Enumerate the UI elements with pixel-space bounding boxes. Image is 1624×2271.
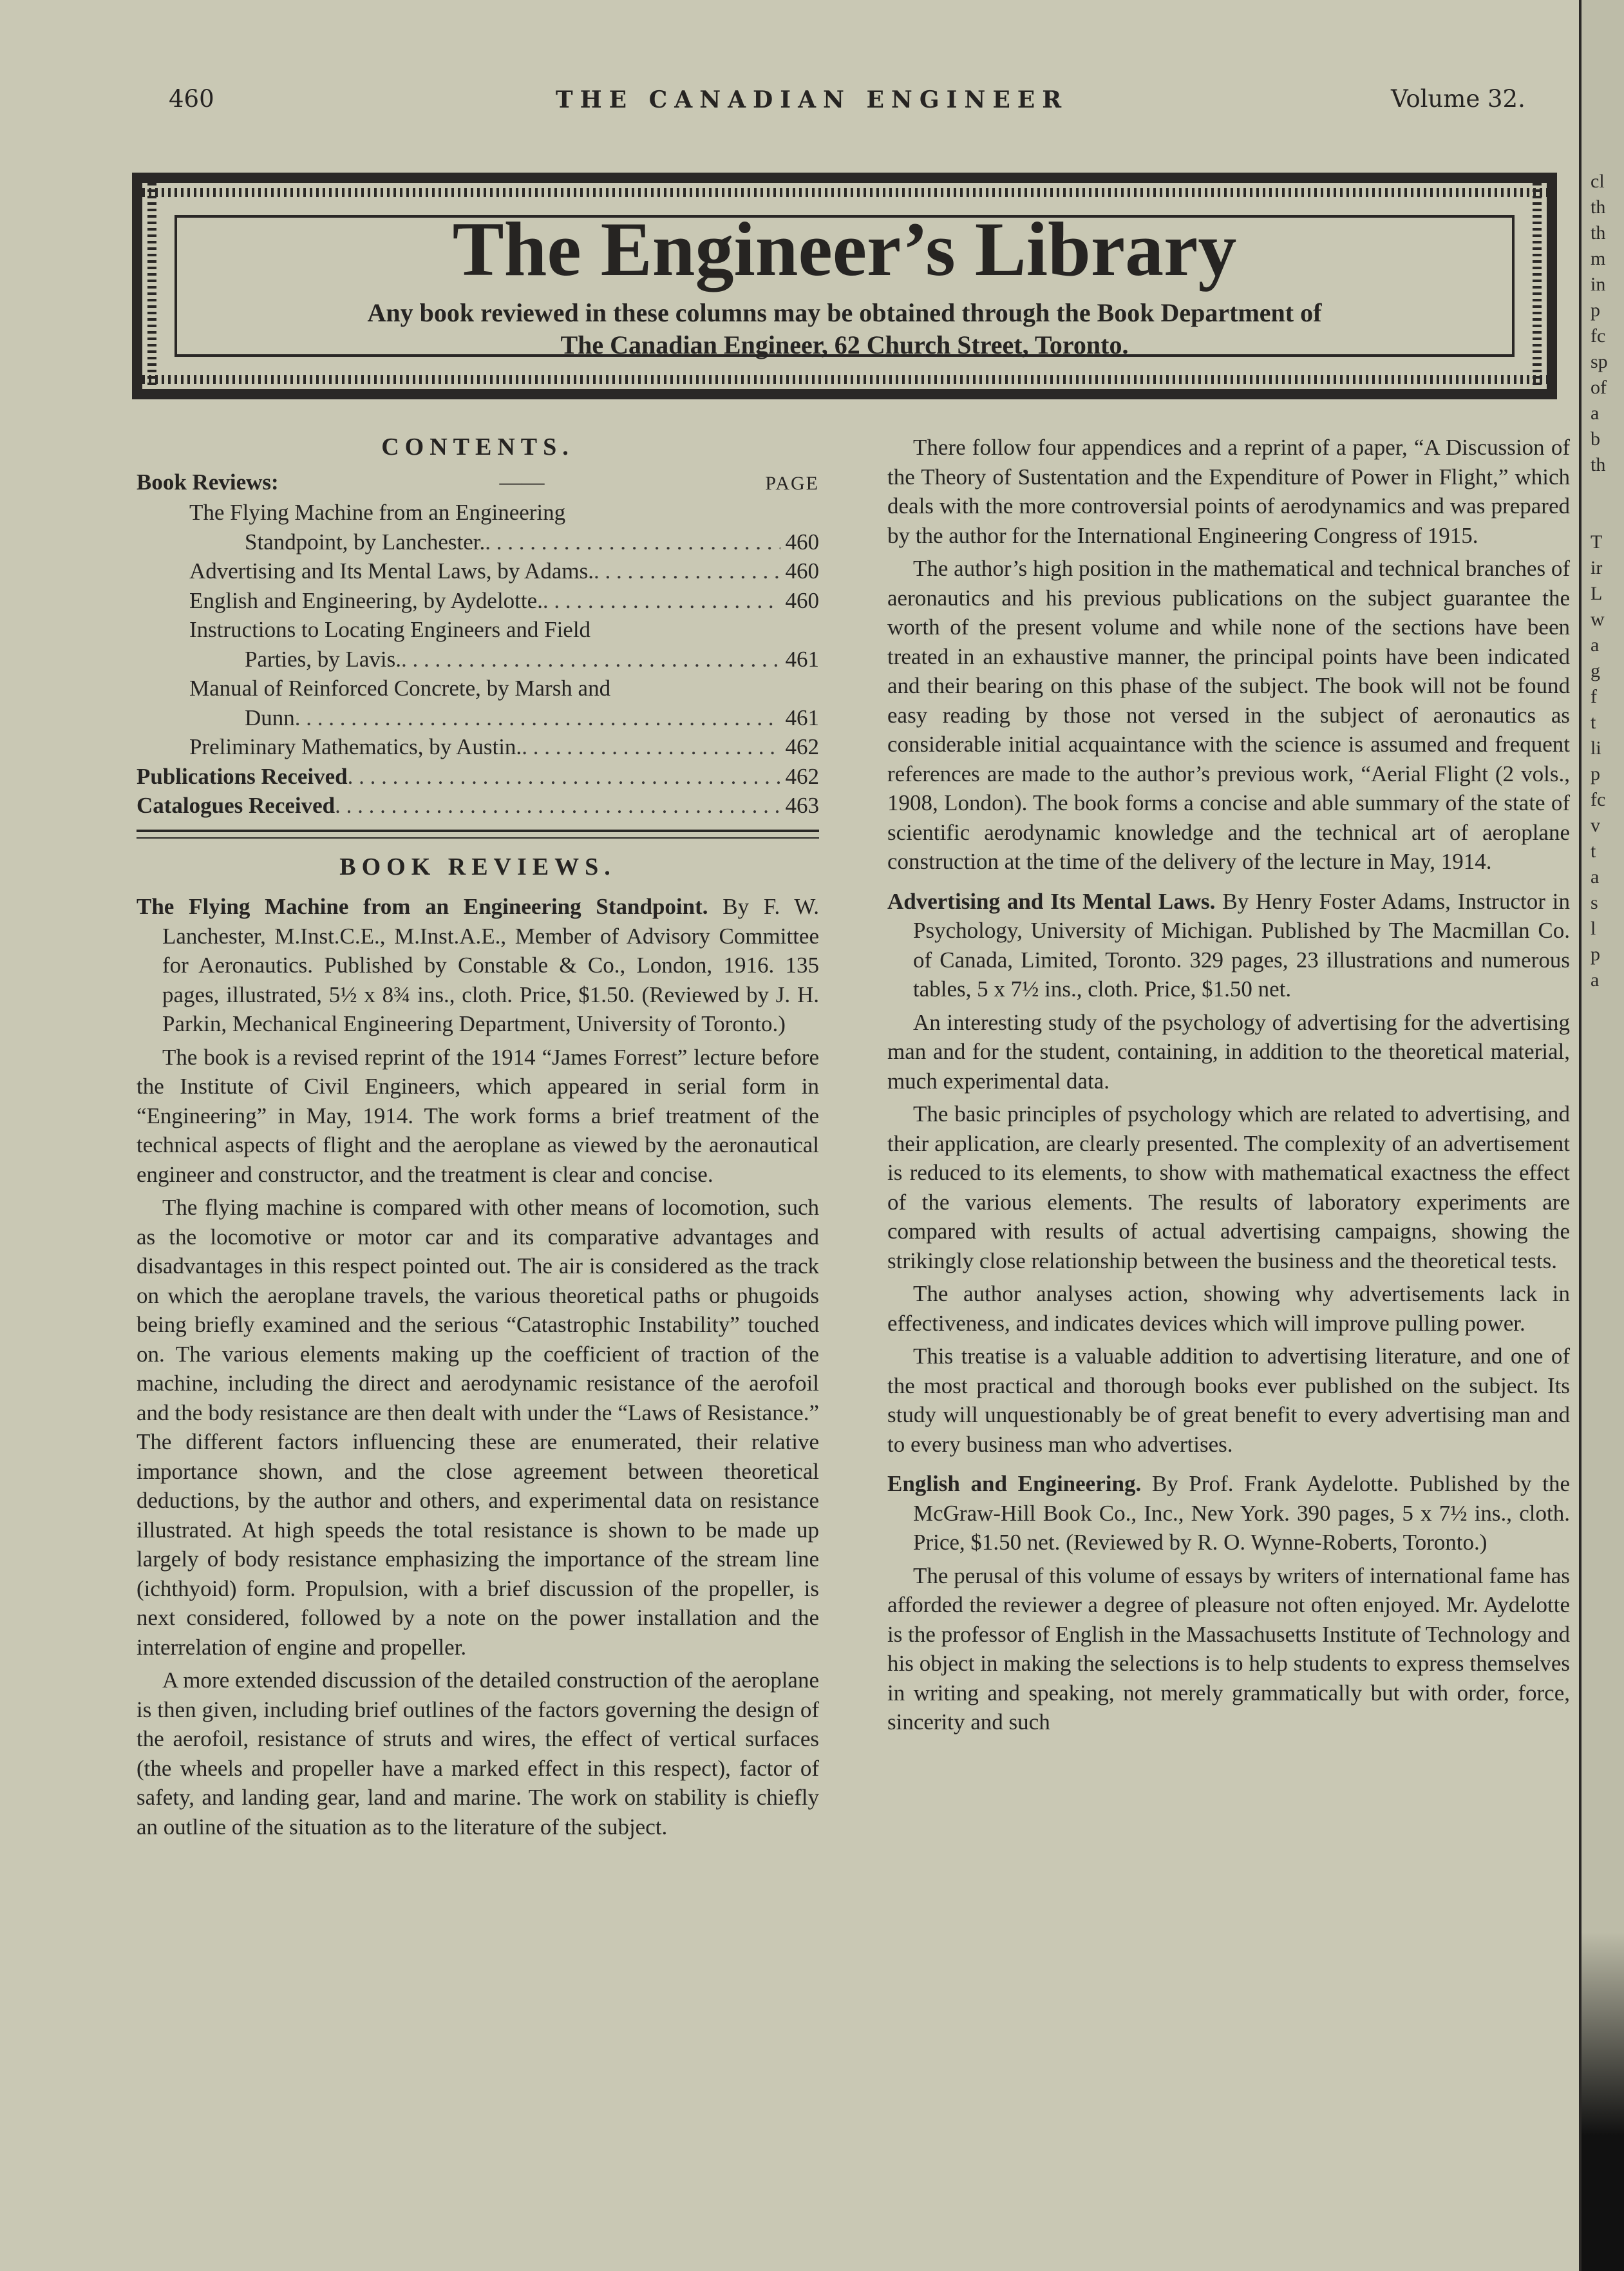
next-page-fragment: p xyxy=(1591,299,1600,321)
toc-leader xyxy=(401,645,780,674)
toc-entry-line2: Standpoint, by Lanchester. xyxy=(245,529,486,555)
toc-catalogues-label: Catalogues Received xyxy=(137,793,335,818)
toc-book-reviews-label: Book Reviews: xyxy=(137,469,279,495)
next-page-text-fragments xyxy=(1591,169,1608,993)
review-paragraph: There follow four appendices and a reprint of a paper, “A Discussion of the Theory of Sustentation and the Expenditure of Power in Flight,” which deals with the more controversial points of aerodynamics and was prepared by the author for the International Engineering Congress of 1915. xyxy=(887,435,1570,548)
toc-entry-line2: Parties, by Lavis. xyxy=(245,646,402,672)
next-page-fragment: in xyxy=(1591,274,1606,295)
next-page-fragment: g xyxy=(1591,660,1600,681)
next-page-fragment: f xyxy=(1591,686,1597,707)
review-paragraph: The book is a revised reprint of the 1914 “James Forrest” lecture before the Institute of Civil Engineers, which appeared in serial form in “Engineering” in May, 1914. The work forms a brief treatment of the technical aspects of flight and the aeroplane as viewed by the aeronautical engineer and constructor, and the treatment is clear and concise. xyxy=(137,1044,819,1187)
review-byline: By Henry Foster Adams, Instructor in Psychology, University of Michigan. Published by The Macmillan Co. of Canada, Limited, Toronto. 329 pages, 23 illustrations and numerous tables, 5 x 7½ ins., cloth. Price, $1.50 net. xyxy=(913,888,1571,1002)
toc-entry-line1: The Flying Machine from an Engineering xyxy=(189,500,566,525)
review-paragraph: The author analyses action, showing why advertisements lack in effectiveness, and indicates devices which will improve pulling power. xyxy=(887,1281,1570,1336)
toc-entry-line2: Dunn xyxy=(245,705,295,730)
toc-page-number: 460 xyxy=(785,529,819,555)
toc-entry[interactable] xyxy=(137,586,819,616)
table-of-contents xyxy=(137,468,819,821)
next-page-fragment: th xyxy=(1591,454,1606,475)
volume-label: Volume 32. xyxy=(1391,85,1525,113)
next-page-fragment: t xyxy=(1591,841,1596,862)
next-page-fragment: l xyxy=(1591,918,1596,939)
toc-page-number: 460 xyxy=(785,558,819,584)
next-page-fragment: li xyxy=(1591,737,1601,759)
next-page-fragment: ir xyxy=(1591,557,1603,578)
review-paragraph: This treatise is a valuable addition to advertising literature, and one of the most practical and thorough books ever published on the subject. Its study will unquestionably be of great benefit to every advertising man and to every business man who advertises. xyxy=(887,1344,1570,1457)
journal-title: THE CANADIAN ENGINEER xyxy=(555,86,1069,113)
toc-leader xyxy=(485,527,780,557)
next-page-fragment: w xyxy=(1591,609,1605,630)
toc-page-label: PAGE xyxy=(765,472,819,494)
next-page-fragment: th xyxy=(1591,196,1606,218)
toc-leader xyxy=(295,703,780,733)
next-page-fragment: cl xyxy=(1591,171,1605,192)
toc-entry[interactable] xyxy=(137,556,819,586)
toc-header-row xyxy=(137,468,819,499)
toc-publications-label: Publications Received xyxy=(137,763,348,789)
next-page-fragment: b xyxy=(1591,428,1600,450)
next-page-fragment: fc xyxy=(1591,325,1606,347)
review-byline: By F. W. Lanchester, M.Inst.C.E., M.Inst.A.E., Member of Advisory Committee for Aeronautics. Published by Constable & Co., London, 1916. 135 pages, illustrated, 5½ x 8¾ ins., cloth. Price, $1.50. (Reviewed by J. H. Parkin, Mechanical Engineering Department, University of Toronto.) xyxy=(162,894,820,1036)
toc-entry-line1: English and Engineering, by Aydelotte. xyxy=(189,587,543,613)
toc-entry-line1: Advertising and Its Mental Laws, by Adams. xyxy=(189,558,594,584)
review-title: The Flying Machine from an Engineering Standpoint. xyxy=(137,894,708,919)
contents-title: CONTENTS. xyxy=(381,433,574,461)
next-page-fragment: m xyxy=(1591,248,1606,269)
toc-entry[interactable] xyxy=(137,498,819,556)
toc-leader xyxy=(522,732,780,762)
page-gutter-shadow xyxy=(1582,1932,1624,2271)
review-byline: By Prof. Frank Aydelotte. Published by the McGraw-Hill Book Co., Inc., New York. 390 pages, 5 x 7½ ins., cloth. Price, $1.50 net. (Reviewed by R. O. Wynne-Roberts, Toronto.) xyxy=(913,1471,1570,1555)
review-heading-flying-machine xyxy=(137,892,819,1039)
toc-leader xyxy=(335,791,780,821)
toc-dash: —— xyxy=(499,469,545,495)
review-paragraph: An interesting study of the psychology of advertising for the advertising man and for the student, containing, in addition to the theoretical material, much experimental data. xyxy=(887,1009,1570,1094)
toc-page-number: 461 xyxy=(785,705,819,730)
section-divider xyxy=(137,830,819,839)
banner-ornament-bottom xyxy=(142,375,1547,384)
left-column xyxy=(137,433,819,1841)
banner-title: The Engineer’s Library xyxy=(452,206,1237,292)
review-paragraph: A more extended discussion of the detailed construction of the aeroplane is then given, including brief outlines of the factors governing the design of the aerofoil, resistance of struts and wires, the effect of vertical surfaces (the wheels and propeller have a marked effect in this respect), factor of safety, and landing gear, land and marine. The work on stability is chiefly an outline of the situation as to the literature of the subject. xyxy=(137,1668,819,1839)
right-column xyxy=(887,433,1570,1737)
toc-page-number: 462 xyxy=(785,763,819,789)
review-paragraph: The flying machine is compared with other means of locomotion, such as the locomotive or motor car and its comparative advantages and disadvantages in this respect pointed out. The air is considered as the track on which the aeroplane travels, the various theoretical paths or phugoids being briefly examined and the serious “Catastrophic Instability” touched on. The various elements making up the coefficient of traction of the machine, including the direct and aerodynamic resistance of the aerofoil and the body resistance are then dealt with under the “Laws of Resistance.” The different factors influencing these are enumerated, their relative importance shown, and the close agreement between theoretical deductions, by the author and others, and experimental data on resistance illustrated. At high speeds the total resistance is shown to be made up largely of body resistance emphasizing the importance of the stream line (ichthyoid) form. Propulsion, with a brief discussion of the propeller, is next considered, followed by a note on the power installation and the interrelation of engine and propeller. xyxy=(137,1195,819,1660)
toc-page-number: 462 xyxy=(785,734,819,759)
next-page-fragment: s xyxy=(1591,892,1598,913)
review-heading-advertising xyxy=(887,887,1570,1004)
next-page-fragment: th xyxy=(1591,222,1606,243)
library-banner xyxy=(132,173,1557,399)
next-page-fragment: p xyxy=(1591,763,1600,784)
toc-entry-line1: Instructions to Locating Engineers and Field xyxy=(189,617,591,642)
next-page-fragment: a xyxy=(1591,634,1600,656)
next-page-fragment: T xyxy=(1591,531,1603,553)
toc-entry[interactable] xyxy=(137,615,819,674)
review-paragraph: The perusal of this volume of essays by writers of international fame has afforded the reviewer a degree of pleasure not often enjoyed. Mr. Aydelotte is the professor of English in the Massachusetts Institute of Technology and his object in making the selections is to help students to express themselves in writing and speaking, not merely grammatically but with order, force, sincerity and such xyxy=(887,1563,1570,1734)
page-number: 460 xyxy=(169,85,214,113)
next-page-fragment: a xyxy=(1591,969,1600,991)
review-title: English and Engineering. xyxy=(887,1471,1142,1496)
review-paragraph: The author’s high position in the mathematical and technical branches of aeronautics and his previous publications on the subject guarantee the worth of the present volume and while none of the sections have been treated in an exhaustive manner, the principal points have been indicated and their bearing on this phase of the subject. The book will not be found easy reading by those not versed in the subject of aeronautics as considerable initial acquaintance with the science is assumed and frequent references are made to the author’s previous work, “Aerial Flight (2 vols., 1908, London). The book forms a concise and able summary of the state of scientific aerodynamic knowledge and the technical art of aeroplane construction at the time of the delivery of the lecture in May, 1914. xyxy=(887,556,1570,874)
banner-subtitle-line1: Any book reviewed in these columns may be obtained through the Book Department of xyxy=(367,298,1322,327)
review-title: Advertising and Its Mental Laws. xyxy=(887,888,1216,914)
toc-entry-catalogues[interactable] xyxy=(137,791,819,821)
next-page-fragment: a xyxy=(1591,403,1600,424)
toc-entry[interactable] xyxy=(137,674,819,732)
review-heading-english xyxy=(887,1469,1570,1557)
toc-leader xyxy=(543,586,780,616)
toc-entry-publications[interactable] xyxy=(137,762,819,792)
toc-leader xyxy=(348,762,780,792)
toc-page-number: 460 xyxy=(785,587,819,613)
next-page-fragment: v xyxy=(1591,815,1600,836)
banner-ornament-top xyxy=(142,188,1547,197)
next-page-fragment: L xyxy=(1591,583,1603,604)
next-page-fragment: sp xyxy=(1591,351,1608,372)
banner-subtitle-line2: The Canadian Engineer, 62 Church Street, Toronto. xyxy=(560,330,1129,359)
toc-page-number: 463 xyxy=(785,793,819,818)
toc-entry-line1: Manual of Reinforced Concrete, by Marsh and xyxy=(189,676,611,701)
next-page-edge xyxy=(1579,0,1624,2271)
review-paragraph: The basic principles of psychology which are related to advertising, and their application, are clearly presented. The complexity of an advertisement is reduced to its elements, to show with mathematical exactness the effect of the various elements. The results of laboratory experiments are compared with results of actual advertising campaigns, showing the strikingly close relationship between the business and the theoretical tests. xyxy=(887,1101,1570,1273)
next-page-fragment: fc xyxy=(1591,789,1606,810)
next-page-fragment: p xyxy=(1591,944,1600,965)
next-page-fragment: t xyxy=(1591,712,1596,733)
toc-entry[interactable] xyxy=(137,732,819,762)
next-page-fragment: a xyxy=(1591,866,1600,888)
next-page-fragment: of xyxy=(1591,377,1607,398)
book-reviews-title: BOOK REVIEWS. xyxy=(339,853,616,880)
toc-entry-line1: Preliminary Mathematics, by Austin. xyxy=(189,734,522,759)
toc-page-number: 461 xyxy=(785,646,819,672)
toc-leader xyxy=(594,556,780,586)
